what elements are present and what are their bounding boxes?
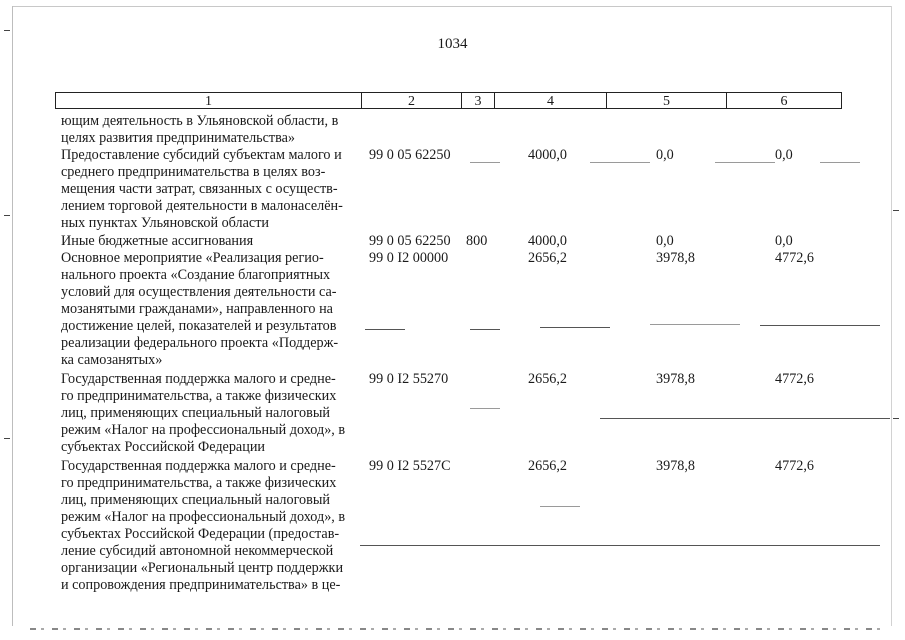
page-border-left (12, 6, 13, 626)
scan-artifact (820, 162, 860, 163)
page-number: 1034 (437, 36, 468, 52)
row-3-value-4: 2656,2 (528, 250, 568, 266)
row-5-desc-line: режим «Налог на профессиональный доход», в (61, 509, 346, 525)
row-2-description (61, 233, 357, 250)
scan-artifact (715, 162, 775, 163)
row-1-value-5: 0,0 (656, 147, 674, 163)
row-0-description (61, 113, 357, 147)
row-5-desc-line: организации «Региональный центр поддержки (61, 560, 344, 576)
scan-artifact (4, 215, 10, 216)
row-1-value-6: 0,0 (775, 147, 793, 163)
row-1-desc-line: Предоставление субсидий субъектам малого и (61, 147, 342, 163)
row-5-value-5: 3978,8 (656, 458, 696, 474)
row-0-desc-line: целях развития предпринимательства» (61, 130, 296, 146)
row-1-code: 99 0 05 62250 (369, 147, 451, 163)
header-col-5: 5 (606, 92, 726, 109)
scan-artifact (470, 329, 500, 330)
row-5-description (61, 458, 357, 594)
row-3-value-6: 4772,6 (775, 250, 815, 266)
scan-artifact (893, 418, 899, 419)
header-col-1: 1 (55, 92, 361, 109)
row-5-desc-line: лиц, применяющих специальный налоговый (61, 492, 330, 508)
row-5-code: 99 0 I2 5527С (369, 458, 451, 474)
scan-artifact (600, 418, 890, 419)
scan-artifact (470, 408, 500, 409)
scan-artifact (30, 628, 880, 630)
header-col-6: 6 (726, 92, 842, 109)
row-4-desc-line: субъектах Российской Федерации (61, 439, 265, 455)
scan-artifact (760, 325, 880, 326)
row-2-value-6: 0,0 (775, 233, 793, 249)
row-5-desc-line: го предпринимательства, а также физических (61, 475, 337, 491)
scan-artifact (360, 545, 880, 546)
row-0-desc-line: ющим деятельность в Ульяновской области, в (61, 113, 339, 129)
table-header (55, 92, 842, 109)
scan-artifact (470, 162, 500, 163)
scan-artifact (540, 506, 580, 507)
row-2-type: 800 (466, 233, 488, 249)
row-3-description (61, 250, 357, 369)
row-3-desc-line: мозанятыми гражданами», направленного на (61, 301, 333, 317)
row-5-value-4: 2656,2 (528, 458, 568, 474)
row-1-desc-line: ных пунктах Ульяновской области (61, 215, 270, 231)
row-4-value-4: 2656,2 (528, 371, 568, 387)
row-3-desc-line: нального проекта «Создание благоприятных (61, 267, 331, 283)
row-1-desc-line: мещения части затрат, связанных с осуществ- (61, 181, 338, 197)
row-4-value-6: 4772,6 (775, 371, 815, 387)
row-4-desc-line: лиц, применяющих специальный налоговый (61, 405, 330, 421)
header-col-4: 4 (494, 92, 606, 109)
row-1-description (61, 147, 357, 232)
row-4-desc-line: режим «Налог на профессиональный доход», в (61, 422, 346, 438)
row-4-desc-line: го предпринимательства, а также физических (61, 388, 337, 404)
row-4-desc-line: Государственная поддержка малого и средне- (61, 371, 336, 387)
scan-artifact (540, 327, 610, 328)
scan-artifact (893, 210, 899, 211)
row-5-desc-line: субъектах Российской Федерации (предостав- (61, 526, 340, 542)
row-2-desc-line: Иные бюджетные ассигнования (61, 233, 254, 249)
row-3-value-5: 3978,8 (656, 250, 696, 266)
row-3-code: 99 0 I2 00000 (369, 250, 449, 266)
row-1-value-4: 4000,0 (528, 147, 568, 163)
scan-artifact (650, 324, 740, 325)
row-3-desc-line: реализации федерального проекта «Поддерж- (61, 335, 339, 351)
row-5-desc-line: Государственная поддержка малого и средне- (61, 458, 336, 474)
row-3-desc-line: Основное мероприятие «Реализация регио- (61, 250, 324, 266)
page-border-right (891, 6, 892, 626)
row-1-desc-line: лением торговой деятельности в малонаселён- (61, 198, 343, 214)
row-5-desc-line: ление субсидий автономной некоммерческой (61, 543, 334, 559)
row-5-value-6: 4772,6 (775, 458, 815, 474)
header-col-3: 3 (461, 92, 494, 109)
scan-artifact (4, 30, 10, 31)
row-3-desc-line: ка самозанятых» (61, 352, 163, 368)
row-4-value-5: 3978,8 (656, 371, 696, 387)
row-1-desc-line: среднего предпринимательства в целях воз- (61, 164, 326, 180)
row-4-description (61, 371, 357, 456)
row-5-desc-line: и сопровождения предпринимательства» в це- (61, 577, 341, 593)
row-3-desc-line: условий для осуществления деятельности са- (61, 284, 337, 300)
row-2-value-5: 0,0 (656, 233, 674, 249)
scan-artifact (590, 162, 650, 163)
scan-artifact (4, 438, 10, 439)
row-4-code: 99 0 I2 55270 (369, 371, 449, 387)
row-2-code: 99 0 05 62250 (369, 233, 451, 249)
scan-artifact (365, 329, 405, 330)
page-border-top (12, 6, 892, 7)
row-2-value-4: 4000,0 (528, 233, 568, 249)
row-3-desc-line: достижение целей, показателей и результатов (61, 318, 337, 334)
header-col-2: 2 (361, 92, 461, 109)
